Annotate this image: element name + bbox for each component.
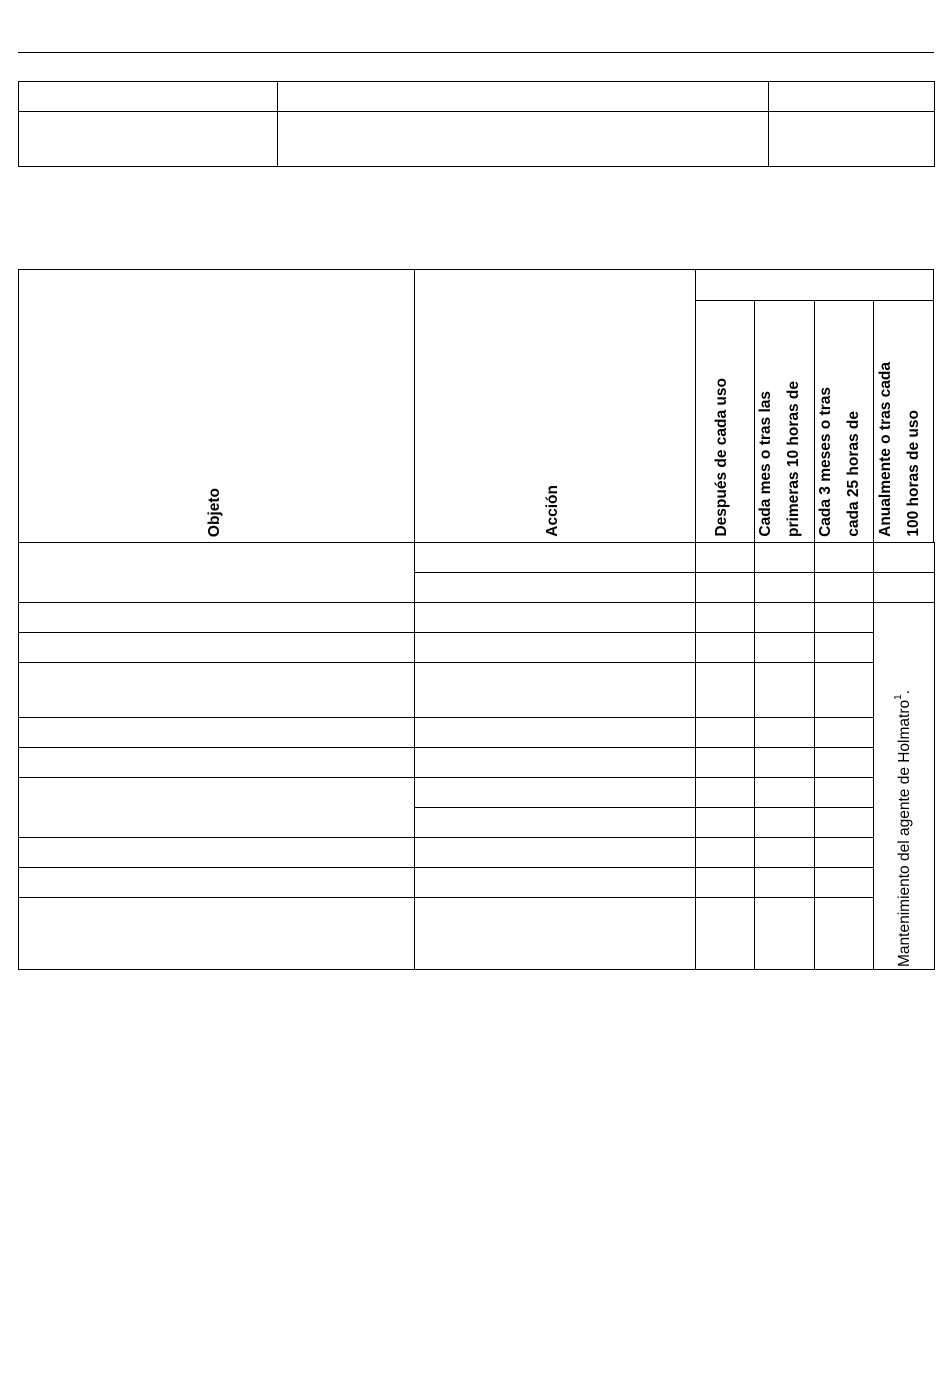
table-cell [755, 603, 815, 633]
table-cell [815, 898, 874, 970]
table-cell [19, 633, 415, 663]
header-line: primeras 10 horas de [785, 381, 802, 537]
header-cell [19, 82, 278, 112]
table-cell [696, 898, 755, 970]
table-cell [415, 603, 696, 633]
table-cell [874, 543, 935, 573]
table-cell [696, 748, 755, 778]
table-cell [415, 898, 696, 970]
header-cell [19, 112, 278, 167]
note-suffix: . [896, 690, 914, 695]
holmatro-maintenance-note [889, 690, 914, 967]
table-cell [755, 778, 815, 808]
header-table [18, 81, 935, 167]
table-cell [755, 898, 815, 970]
table-cell [815, 868, 874, 898]
table-cell [696, 868, 755, 898]
table-cell [415, 838, 696, 868]
table-cell [415, 808, 696, 838]
table-cell [815, 778, 874, 808]
table-cell [815, 543, 874, 573]
table-cell [815, 808, 874, 838]
table-cell [755, 573, 815, 603]
table-cell [696, 543, 755, 573]
header-line: 100 horas de uso [905, 410, 922, 537]
table-cell [815, 718, 874, 748]
maintenance-table-header [18, 269, 934, 543]
table-cell [415, 868, 696, 898]
header-line: Cada mes o tras las [757, 391, 774, 537]
table-cell [696, 573, 755, 603]
note-text: Mantenimiento del agente de Holmatro [896, 699, 914, 967]
table-cell [696, 718, 755, 748]
table-cell [815, 633, 874, 663]
table-cell [755, 748, 815, 778]
footnote-marker: 1 [893, 694, 904, 700]
table-cell [696, 663, 755, 718]
table-cell [19, 898, 415, 970]
table-cell [696, 838, 755, 868]
table-cell [415, 573, 696, 603]
table-cell [755, 543, 815, 573]
table-cell [19, 718, 415, 748]
header-cell [769, 112, 935, 167]
table-cell [815, 603, 874, 633]
header-line: Anualmente o tras cada [877, 362, 894, 537]
table-cell [696, 778, 755, 808]
table-cell [19, 603, 415, 633]
header-cell [278, 82, 769, 112]
table-cell [815, 838, 874, 868]
header-line: cada 25 horas de [845, 411, 862, 537]
table-cell [415, 633, 696, 663]
header-line: Cada 3 meses o tras [817, 387, 834, 537]
header-rule [18, 52, 934, 53]
column-header-accion: Acción [544, 485, 561, 537]
table-cell [696, 603, 755, 633]
table-cell [874, 573, 935, 603]
table-cell [415, 718, 696, 748]
column-header-objeto: Objeto [206, 487, 223, 537]
table-cell [755, 633, 815, 663]
table-cell [755, 838, 815, 868]
maintenance-table [18, 542, 935, 970]
table-cell [755, 868, 815, 898]
table-cell [415, 748, 696, 778]
table-cell [755, 808, 815, 838]
table-cell [815, 573, 874, 603]
table-cell [755, 663, 815, 718]
table-cell [19, 663, 415, 718]
table-cell [19, 543, 415, 603]
table-cell [19, 838, 415, 868]
table-cell [755, 718, 815, 748]
header-cell [769, 82, 935, 112]
table-cell [696, 633, 755, 663]
table-cell [415, 778, 696, 808]
table-cell [815, 663, 874, 718]
table-cell [415, 663, 696, 718]
header-cell [278, 112, 769, 167]
table-cell [415, 543, 696, 573]
table-cell [19, 748, 415, 778]
table-cell [19, 868, 415, 898]
table-cell [815, 748, 874, 778]
table-cell [696, 808, 755, 838]
column-header-despues-cada-uso: Después de cada uso [713, 378, 730, 537]
table-cell [19, 778, 415, 838]
